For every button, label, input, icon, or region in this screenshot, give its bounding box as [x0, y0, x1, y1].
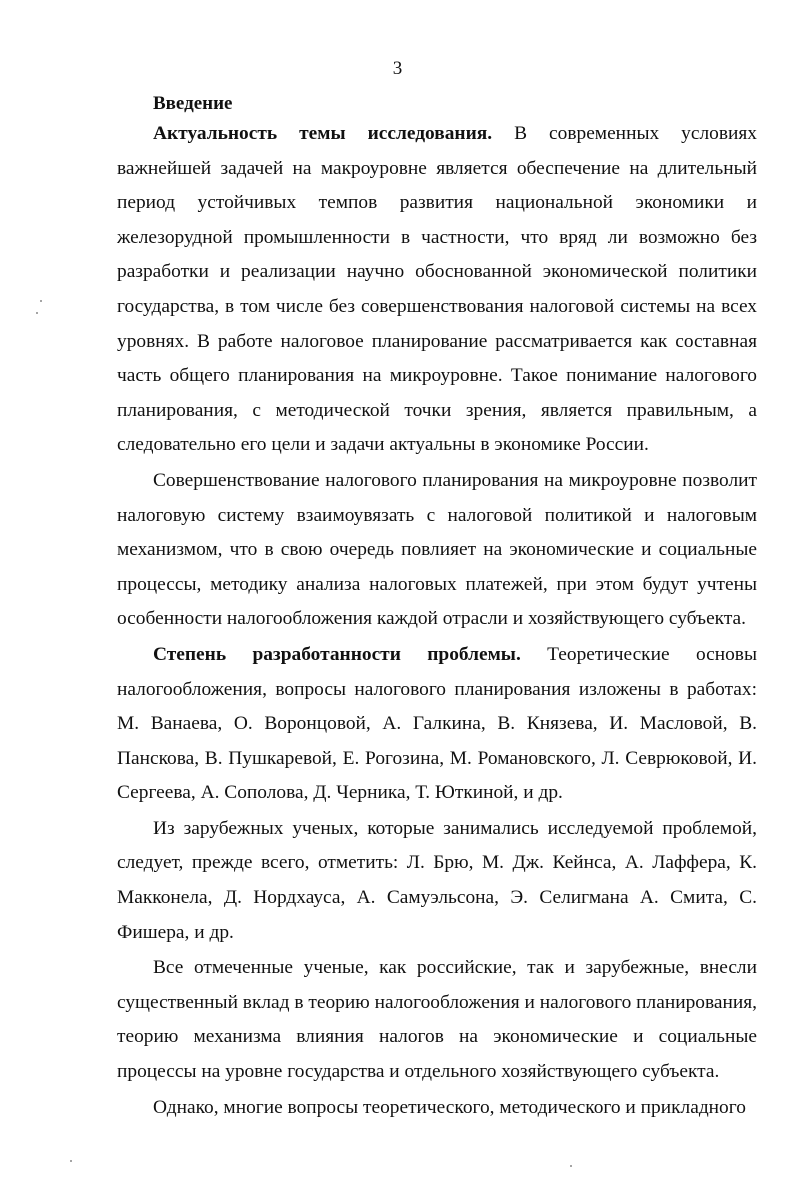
body-text [117, 117, 757, 1125]
paragraph-foreign-scholars [117, 812, 757, 950]
paragraph-text: Однако, многие вопросы теоретического, методического и прикладного [153, 1096, 746, 1118]
scan-speck [40, 300, 42, 302]
scan-speck [36, 312, 38, 314]
paragraph-lead: Степень разработанности проблемы. [153, 643, 521, 665]
paragraph-text: Из зарубежных ученых, которые занимались исследуемой проблемой, следует, прежде всего, отметить: Л. Брю, М. Дж. Кейнса, А. Лаффера, К. Макконела, Д. Нордхауса, А. Самуэльсона, Э. Селигмана А. Смита, С. Фишера, и др. [117, 817, 757, 943]
paragraph-text: Все отмеченные ученые, как российские, так и зарубежные, внесли существенный вклад в теорию налогообложения и налогового планирования, теорию механизма влияния налогов на экономические и социальные процессы на уровне государства и отдельного хозяйствующего субъекта. [117, 957, 757, 1083]
paragraph-improvement [117, 464, 757, 637]
scan-speck [570, 1165, 572, 1167]
paragraph-text: Теоретические основы налогообложения, вопросы налогового планирования изложены в работах: М. Ванаева, О. Воронцовой, А. Галкина, В. Князева, И. Масловой, В. Панскова, В. Пушкаревой, Е. Рогозина, М. Романовского, Л. Севрюковой, И. Сергеева, А. Сополова, Д. Черника, Т. Юткиной, и др. [117, 643, 757, 804]
paragraph-relevance [117, 117, 757, 463]
paragraph-lead: Актуальность темы исследования. [153, 123, 493, 144]
paragraph-contribution [117, 951, 757, 1089]
paragraph-degree [117, 638, 757, 811]
paragraph-text: Совершенствование налогового планирования на микроуровне позволит налоговую систему взаимоувязать с налоговой политикой и налоговым механизмом, что в свою очередь повлияет на экономические и социальные процессы, методику анализа налоговых платежей, при этом будут учтены особенности налогообложения каждой отрасли и хозяйствующего субъекта. [117, 469, 757, 630]
section-heading: Введение [153, 93, 233, 114]
paragraph-however [117, 1091, 757, 1126]
paragraph-text: В современных условиях важнейшей задачей на макроуровне является обеспечение на длительный период устойчивых темпов развития национальной экономики и железорудной промышленности в частности, что вряд ли возможно без разработки и реализации научно обоснованной экономической политики государства, в том числе без совершенствования налоговой системы на всех уровнях. В работе налоговое планирование рассматривается как составная часть общего планирования на микроуровне. Такое понимание налогового планирования, с методической точки зрения, является правильным, а следовательно его цели и задачи актуальны в экономике России. [117, 123, 757, 456]
scan-speck [70, 1160, 72, 1162]
page-number: 3 [392, 58, 403, 79]
